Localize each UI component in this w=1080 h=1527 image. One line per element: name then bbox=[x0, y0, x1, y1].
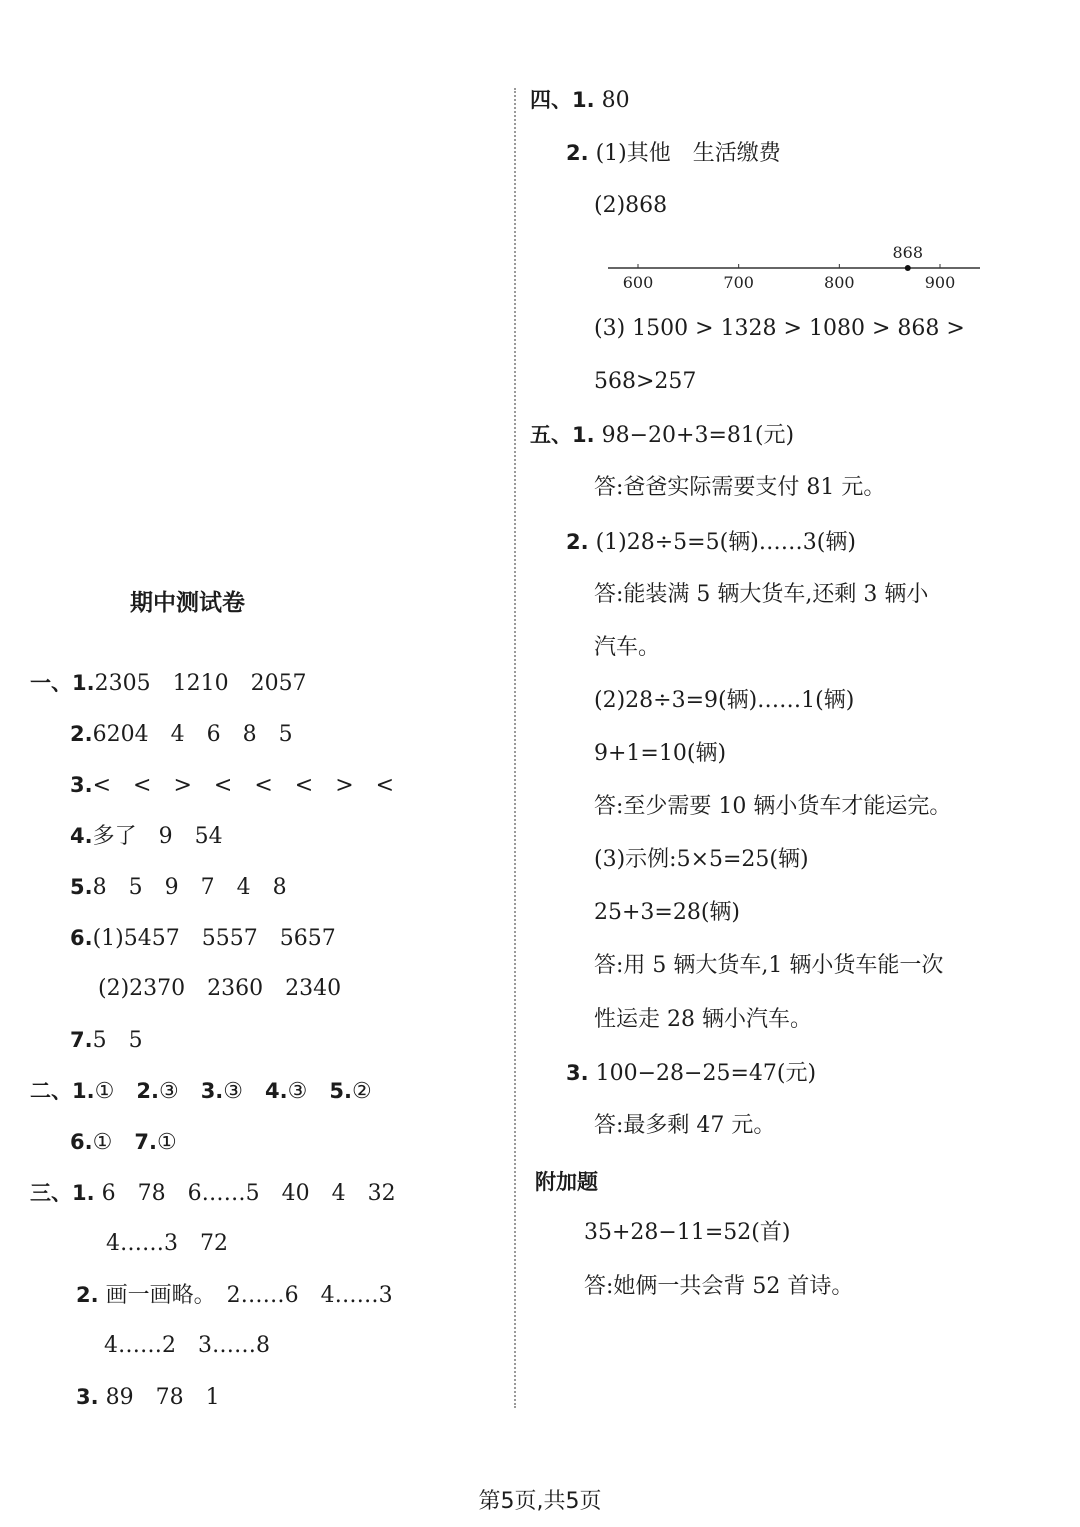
answer-line: 4……3 72 bbox=[106, 1231, 228, 1256]
answer-line: 3.< < > < < < > < bbox=[70, 773, 395, 798]
answer-line: 二、1.① 2.③ 3.③ 4.③ 5.② bbox=[30, 1079, 372, 1104]
answer-line: 2. 画一画略。 2……6 4……3 bbox=[76, 1283, 393, 1308]
number-line-tick-label: 900 bbox=[924, 273, 956, 292]
answer-line: 三、1. 6 78 6……5 40 4 32 bbox=[30, 1181, 396, 1206]
answer-line: 答:她俩一共会背 52 首诗。 bbox=[584, 1274, 854, 1299]
number-line bbox=[600, 238, 990, 298]
answer-line: 35+28−11=52(首) bbox=[584, 1220, 791, 1245]
answer-line: 性运走 28 辆小汽车。 bbox=[594, 1007, 812, 1032]
answer-line: 3. 100−28−25=47(元) bbox=[566, 1061, 817, 1086]
answer-line: (2)2370 2360 2340 bbox=[98, 976, 342, 1001]
extra-heading: 附加题 bbox=[535, 1170, 598, 1194]
answer-line: 3. 89 78 1 bbox=[76, 1385, 220, 1410]
answer-line: 6.① 7.① bbox=[70, 1130, 177, 1155]
answer-line: 五、1. 98−20+3=81(元) bbox=[530, 423, 795, 448]
number-line-tick-label: 800 bbox=[824, 273, 855, 292]
number-line-tick-label: 700 bbox=[723, 273, 754, 292]
answer-line: 四、1. 80 bbox=[530, 88, 630, 113]
answer-line: (3) 1500 > 1328 > 1080 > 868 > bbox=[594, 316, 965, 341]
answer-line: 568>257 bbox=[594, 369, 697, 394]
section-title: 期中测试卷 bbox=[130, 590, 245, 616]
column-divider bbox=[514, 88, 516, 1408]
number-line-point-label: 868 bbox=[892, 243, 924, 262]
answer-line: 2. (1)28÷5=5(辆)……3(辆) bbox=[566, 530, 856, 555]
answer-line: 4……2 3……8 bbox=[104, 1333, 270, 1358]
answer-line: 汽车。 bbox=[594, 635, 661, 660]
answer-line: 5.8 5 9 7 4 8 bbox=[70, 875, 287, 900]
answer-line: 答:至少需要 10 辆小货车才能运完。 bbox=[594, 794, 952, 819]
answer-line: 答:用 5 辆大货车,1 辆小货车能一次 bbox=[594, 953, 944, 978]
answer-line: 一、1.2305 1210 2057 bbox=[30, 671, 307, 696]
answer-line: (3)示例:5×5=25(辆) bbox=[594, 847, 809, 872]
answer-line: (2)868 bbox=[594, 193, 668, 218]
answer-line: 2. (1)其他 生活缴费 bbox=[566, 141, 781, 166]
answer-line: 9+1=10(辆) bbox=[594, 741, 727, 766]
answer-line: (2)28÷3=9(辆)……1(辆) bbox=[594, 688, 855, 713]
answer-line: 4.多了 9 54 bbox=[70, 824, 223, 849]
answer-line: 答:最多剩 47 元。 bbox=[594, 1113, 776, 1138]
answer-line: 答:爸爸实际需要支付 81 元。 bbox=[594, 475, 886, 500]
number-line-tick-label: 600 bbox=[622, 273, 654, 292]
answer-line: 答:能装满 5 辆大货车,还剩 3 辆小 bbox=[594, 582, 929, 607]
answer-line: 25+3=28(辆) bbox=[594, 900, 741, 925]
page-footer: 第5页,共5页 bbox=[478, 1489, 602, 1514]
answer-line: 2.6204 4 6 8 5 bbox=[70, 722, 293, 747]
answer-line: 7.5 5 bbox=[70, 1028, 143, 1053]
number-line-point bbox=[905, 265, 911, 271]
answer-line: 6.(1)5457 5557 5657 bbox=[70, 926, 336, 951]
